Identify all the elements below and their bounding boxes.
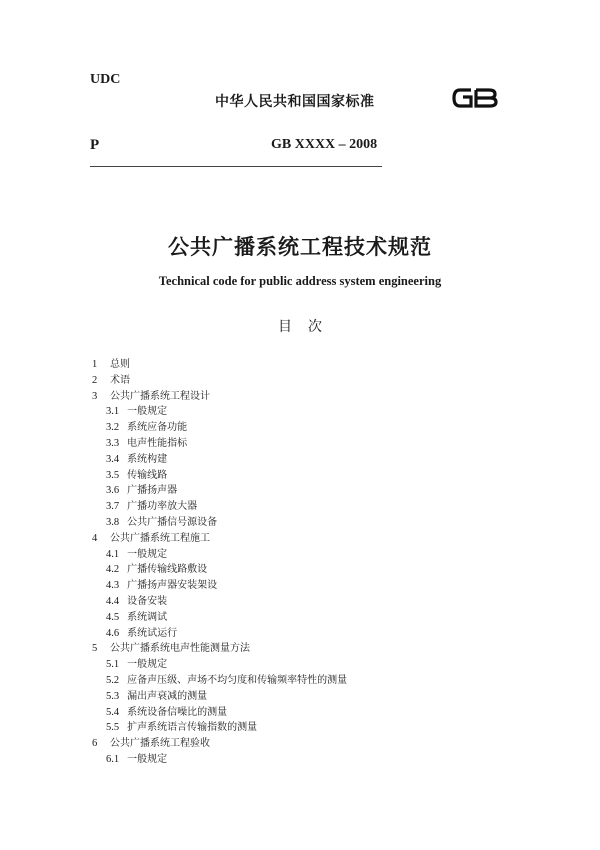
toc-item-number: 5.2	[106, 674, 120, 686]
toc-item-label: 广播功率放大器	[127, 501, 198, 513]
toc-item-label: 术语	[110, 374, 130, 386]
toc-item-number: 3.1	[106, 406, 120, 418]
toc-item-label: 公共广播系统工程验收	[110, 738, 210, 750]
toc-item-number: 4.5	[106, 611, 120, 623]
toc-item[interactable]	[92, 357, 512, 373]
toc-item-label: 一般规定	[127, 406, 168, 418]
toc-item[interactable]	[92, 562, 512, 578]
toc-item-label: 系统调试	[127, 611, 168, 623]
toc-item-label: 系统试运行	[127, 627, 178, 639]
toc-item[interactable]	[92, 673, 512, 689]
toc-item[interactable]	[92, 594, 512, 610]
toc-item-number: 3.7	[106, 501, 120, 513]
toc-item-label: 漏出声衰减的测量	[127, 690, 208, 702]
toc-item-number: 3.2	[106, 422, 120, 434]
toc-item-number: 4.4	[106, 595, 120, 607]
toc-item[interactable]	[92, 373, 512, 389]
standard-number: GB XXXX – 2008	[271, 137, 378, 152]
toc-item[interactable]	[92, 641, 512, 657]
toc-item-number: 3.4	[106, 453, 120, 465]
toc-item-label: 系统应备功能	[127, 422, 188, 434]
toc-item[interactable]	[92, 689, 512, 705]
toc-item-number: 3.6	[106, 485, 120, 497]
toc-item-number: 3.5	[106, 469, 120, 481]
toc-item-number: 3	[92, 390, 98, 402]
toc-item[interactable]	[92, 610, 512, 626]
toc-item-number: 6.1	[106, 753, 120, 765]
toc-item[interactable]	[92, 752, 512, 768]
toc-item-label: 总则	[110, 359, 130, 370]
toc-item[interactable]	[92, 531, 512, 547]
udc-label: UDC	[90, 72, 121, 87]
toc-item-label: 系统构建	[127, 453, 168, 465]
toc-item[interactable]	[92, 720, 512, 736]
toc-item-number: 3.3	[106, 437, 120, 449]
toc-item-label: 公共广播系统电声性能测量方法	[110, 643, 250, 655]
toc-item[interactable]	[92, 657, 512, 673]
toc-item[interactable]	[92, 436, 512, 452]
toc-heading: 目次	[278, 319, 338, 335]
toc-item-label: 电声性能指标	[127, 437, 188, 449]
toc-item-label: 扩声系统语言传输指数的测量	[127, 722, 258, 734]
gb-logo	[451, 86, 499, 110]
toc-item-number: 5.5	[106, 722, 120, 734]
toc-item-label: 传输线路	[127, 469, 168, 481]
toc-item-number: 5.4	[106, 706, 120, 718]
toc-item-number: 4	[92, 532, 98, 544]
toc-item[interactable]	[92, 626, 512, 642]
toc-item-number: 4.1	[106, 548, 120, 560]
toc-item-label: 应备声压级、声场不均匀度和传输频率特性的测量	[127, 674, 348, 686]
toc-item[interactable]	[92, 483, 512, 499]
toc-item-label: 一般规定	[127, 548, 168, 560]
toc-item-label: 广播扬声器	[127, 485, 178, 497]
toc-item[interactable]	[92, 547, 512, 563]
toc-item[interactable]	[92, 404, 512, 420]
table-of-contents	[92, 357, 512, 768]
toc-item[interactable]	[92, 578, 512, 594]
toc-item[interactable]	[92, 736, 512, 752]
toc-item-label: 公共广播系统工程施工	[110, 532, 210, 544]
toc-item-number: 6	[92, 738, 98, 750]
toc-item-number: 4.6	[106, 627, 120, 639]
toc-item[interactable]	[92, 705, 512, 721]
national-standard-label: 中华人民共和国国家标准	[215, 94, 375, 110]
toc-item-label: 公共广播信号源设备	[127, 516, 218, 528]
classification-code: P	[90, 137, 100, 153]
header-divider	[90, 166, 382, 167]
document-title: 公共广播系统工程技术规范	[168, 235, 432, 259]
toc-item[interactable]	[92, 389, 512, 405]
toc-item-number: 4.2	[106, 564, 120, 576]
toc-item-label: 公共广播系统工程设计	[110, 390, 210, 402]
toc-item-label: 系统设备信噪比的测量	[127, 706, 228, 718]
toc-item-label: 广播扬声器安装架设	[127, 580, 218, 592]
document-title-english: Technical code for public address system engineering	[158, 274, 442, 288]
toc-item-label: 设备安装	[127, 595, 168, 607]
toc-item-number: 4.3	[106, 580, 120, 592]
toc-item-label: 一般规定	[127, 659, 168, 671]
toc-item-number: 5	[92, 643, 98, 655]
toc-item-number: 1	[92, 359, 98, 370]
toc-item[interactable]	[92, 420, 512, 436]
toc-item-number: 5.3	[106, 690, 120, 702]
toc-item-label: 一般规定	[127, 753, 168, 765]
toc-item[interactable]	[92, 468, 512, 484]
toc-item[interactable]	[92, 515, 512, 531]
toc-item[interactable]	[92, 452, 512, 468]
toc-item-number: 3.8	[106, 516, 120, 528]
toc-item-number: 2	[92, 374, 98, 386]
toc-item[interactable]	[92, 499, 512, 515]
toc-item-label: 广播传输线路敷设	[127, 564, 208, 576]
toc-item-number: 5.1	[106, 659, 120, 671]
